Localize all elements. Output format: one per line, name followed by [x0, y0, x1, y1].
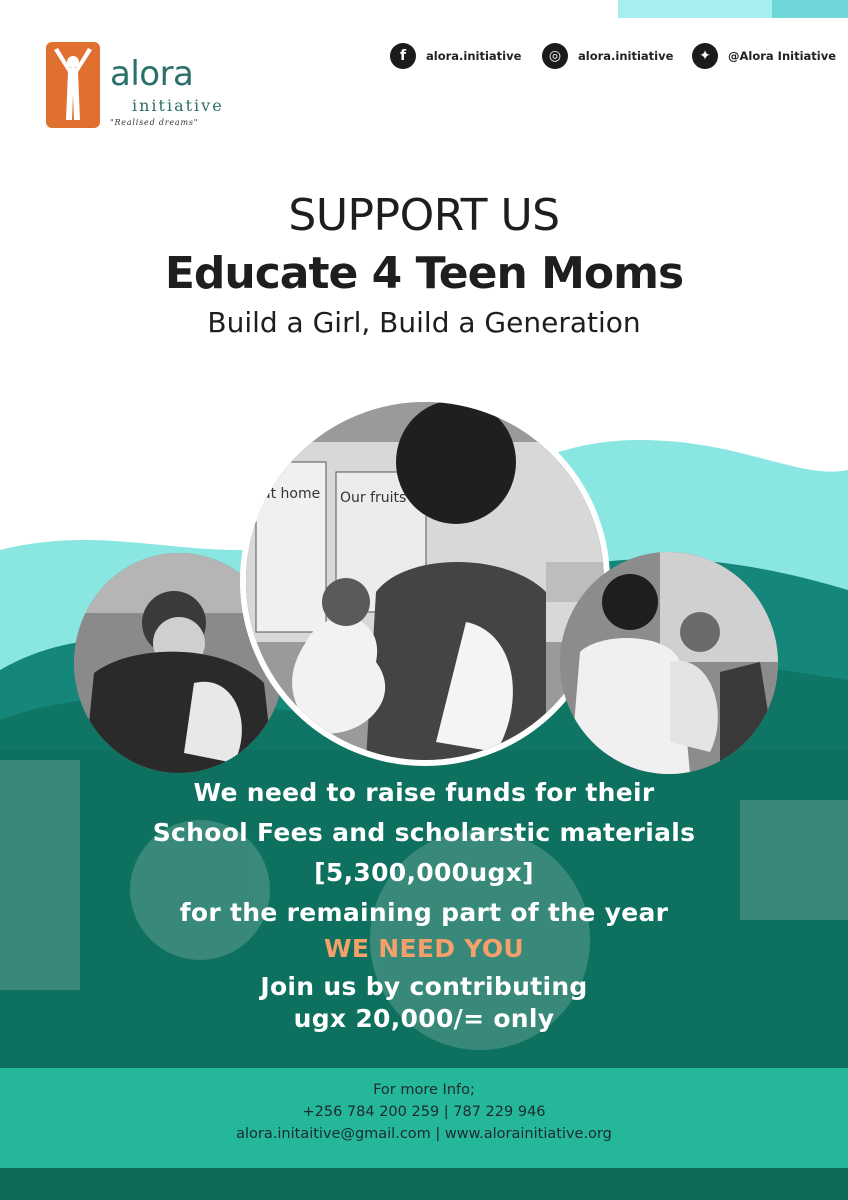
- social-handle: @Alora Initiative: [728, 49, 837, 63]
- logo-name: alora: [110, 54, 194, 94]
- twitter-icon: ✦: [692, 43, 718, 69]
- message-amount: [5,300,000ugx]: [314, 858, 534, 887]
- footer-phones: +256 784 200 259 | 787 229 946: [302, 1104, 546, 1120]
- message-call-to-action: Join us by contributing: [260, 972, 588, 1001]
- social-handle: alora.initiative: [426, 49, 522, 63]
- message-line-2: School Fees and scholarstic materials: [152, 818, 696, 847]
- social-facebook[interactable]: [390, 43, 521, 69]
- headline-tagline: Build a Girl, Build a Generation: [207, 306, 641, 339]
- message-line-1: We need to raise funds for their: [193, 778, 655, 807]
- svg-text:at home: at home: [262, 486, 321, 502]
- top-accent-bar-dark: [772, 0, 848, 18]
- logo-person-icon: [46, 42, 100, 128]
- message-line-4: for the remaining part of the year: [179, 898, 669, 927]
- instagram-icon: ◎: [542, 43, 568, 69]
- logo-subtitle: initiative: [132, 96, 224, 115]
- social-handle: alora.initiative: [578, 49, 674, 63]
- footer-bottom-strip: [0, 1168, 848, 1200]
- footer-label: For more Info;: [373, 1082, 475, 1098]
- photo-teen-mother-center: [240, 396, 610, 766]
- logo-tagline: "Realised dreams": [110, 118, 199, 127]
- headline-support: SUPPORT US: [288, 190, 560, 241]
- social-twitter[interactable]: [692, 43, 836, 69]
- svg-text:Our fruits: Our fruits: [340, 490, 407, 506]
- photo-mothers-right: [560, 552, 778, 774]
- social-instagram[interactable]: [542, 43, 673, 69]
- headline-main: Educate 4 Teen Moms: [164, 248, 684, 299]
- message-contribution: ugx 20,000/= only: [293, 1004, 555, 1033]
- footer-contact[interactable]: alora.initaitive@gmail.com | www.alorainitiative.org: [236, 1126, 612, 1142]
- facebook-icon: f: [390, 43, 416, 69]
- logo: [46, 42, 236, 132]
- message-highlight: WE NEED YOU: [324, 934, 524, 963]
